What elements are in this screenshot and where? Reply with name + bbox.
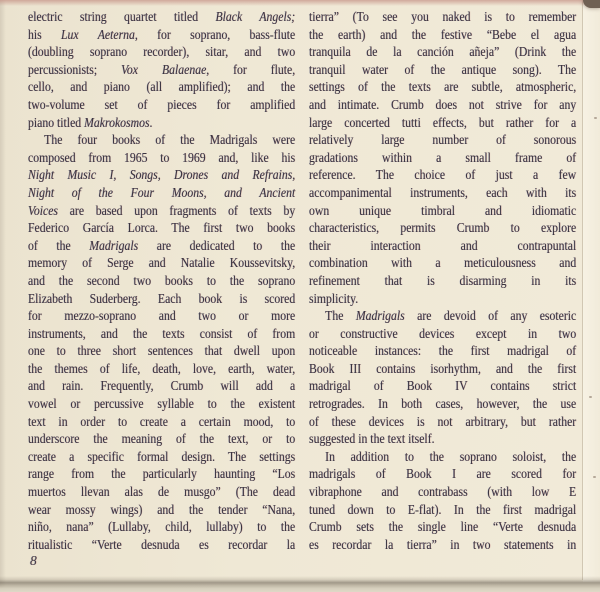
- text-line: underscore the meaning of the text, or to: [28, 431, 296, 447]
- text-line: Elizabeth Suderberg. Each book is scored: [28, 290, 296, 306]
- text-line: electric string quartet titled Black Angels;: [28, 9, 296, 24]
- text-line: Federico García Lorca. The first two books: [28, 220, 296, 236]
- text-line: the earth) and the festive “Bebe el agua: [309, 26, 577, 42]
- text-line: their interaction and contrapuntal: [309, 237, 577, 253]
- text-line: noticeable instances: the first madrigal of: [309, 343, 577, 359]
- text-line: (doubling soprano recorder), sitar, and two: [28, 44, 296, 60]
- text-line: vowel or percussive syllable to the existent: [28, 396, 296, 412]
- text-line: Voices are based upon fragments of texts by: [28, 202, 296, 218]
- text-line: piano titled Makrokosmos.: [28, 114, 153, 130]
- text-line: Night Music I, Songs, Drones and Refrains,: [28, 167, 296, 183]
- text-line: simplicity.: [309, 290, 359, 306]
- text-line: large concerted tutti effects, but rather for a: [309, 114, 577, 130]
- text-line: tranquil water of the antique song). The: [309, 61, 577, 77]
- text-line: settings of the texts are subtle, atmospheric,: [309, 79, 577, 95]
- text-line: gradations within a small frame of: [309, 149, 577, 165]
- text-line: own unique timbral and idiomatic: [309, 202, 577, 218]
- page-number: 8: [30, 553, 37, 568]
- text-line: composed from 1965 to 1969 and, like his: [28, 149, 296, 165]
- page-bottom-edge-shadow: [0, 576, 600, 592]
- text-line: or constructive devices except in two: [309, 325, 577, 341]
- page-top-edge-shadow: [0, 0, 600, 6]
- text-line: combination with a meticulousness and: [309, 255, 577, 271]
- text-line: suggested in the text itself.: [309, 431, 435, 447]
- text-line: memory of Serge and Natalie Koussevitsky,: [28, 255, 296, 271]
- text-line: The Madrigals are devoid of any esoteric: [325, 308, 577, 324]
- text-line: tuned down to E-flat). In the first madrigal: [309, 501, 577, 517]
- text-line: instruments, and the texts consist of from: [28, 325, 296, 341]
- text-line: his Lux Aeterna, for soprano, bass-flute: [28, 26, 296, 42]
- text-line: madrigal of Book IV contains strict: [309, 378, 577, 394]
- text-line: one to three short sentences that dwell upon: [28, 343, 296, 359]
- text-line: Book III contains isorhythm, and the first: [309, 360, 577, 376]
- text-line: niño, nana” (Lullaby, child, lullaby) to the: [28, 519, 296, 535]
- text-line: two-volume set of pieces for amplified: [28, 96, 296, 112]
- text-line: Night of the Four Moons, and Ancient: [28, 184, 296, 200]
- text-line: The four books of the Madrigals were: [44, 132, 296, 148]
- text-line: range from the particularly haunting “Los: [28, 466, 296, 482]
- text-line: the themes of life, death, love, earth, water,: [28, 360, 296, 376]
- margin-speck: [594, 117, 597, 119]
- text-line: for mezzo-soprano and two or more: [28, 308, 296, 324]
- text-line: and rain. Frequently, Crumb will add a: [28, 378, 296, 394]
- text-line: In addition to the soprano soloist, the: [325, 448, 577, 464]
- margin-speck: [593, 476, 596, 478]
- text-line: ritualistic “Verte desnuda es recordar la: [28, 536, 296, 552]
- text-line: muertos llevan alas de musgo” (The dead: [28, 484, 296, 500]
- page-right-edge-seam: [582, 0, 583, 580]
- text-line: accompanimental instruments, each with its: [309, 184, 577, 200]
- margin-speck: [589, 396, 592, 398]
- text-column-left: [28, 8, 295, 553]
- page-left-edge-shadow: [0, 0, 6, 592]
- text-line: and the second two books to the soprano: [28, 272, 296, 288]
- text-line: cello, and piano (all amplified); and the: [28, 79, 296, 95]
- page-right-margin: [583, 0, 600, 582]
- text-line: madrigals of Book I are scored for: [309, 466, 577, 482]
- text-line: retrogrades. In both cases, however, the use: [309, 396, 577, 412]
- text-line: text in order to create a certain mood, to: [28, 413, 296, 429]
- text-line: and intimate. Crumb does not strive for any: [309, 96, 577, 112]
- text-column-right: [309, 8, 576, 553]
- text-line: create a specific formal design. The settings: [28, 448, 296, 464]
- text-line: wear mossy wings) and the tender “Nana,: [28, 501, 296, 517]
- text-line: reference. The choice of just a few: [309, 167, 577, 183]
- text-line: percussionists; Vox Balaenae, for flute,: [28, 61, 296, 77]
- text-line: of the Madrigals are dedicated to the: [28, 237, 296, 253]
- text-line: Crumb sets the single line “Verte desnuda: [309, 519, 577, 535]
- text-line: tranquila de la canción añeja” (Drink the: [309, 44, 577, 60]
- text-line: relatively large number of sonorous: [309, 132, 577, 148]
- text-line: refinement that is disarming in its: [309, 272, 577, 288]
- text-line: tierra” (To see you naked is to remember: [309, 9, 577, 24]
- text-line: es recordar la tierra” in two statements in: [309, 536, 577, 552]
- text-line: of these devices is not arbitrary, but rather: [309, 413, 577, 429]
- text-line: characteristics, permits Crumb to explore: [309, 220, 577, 236]
- text-line: vibraphone and contrabass (with low E: [309, 484, 577, 500]
